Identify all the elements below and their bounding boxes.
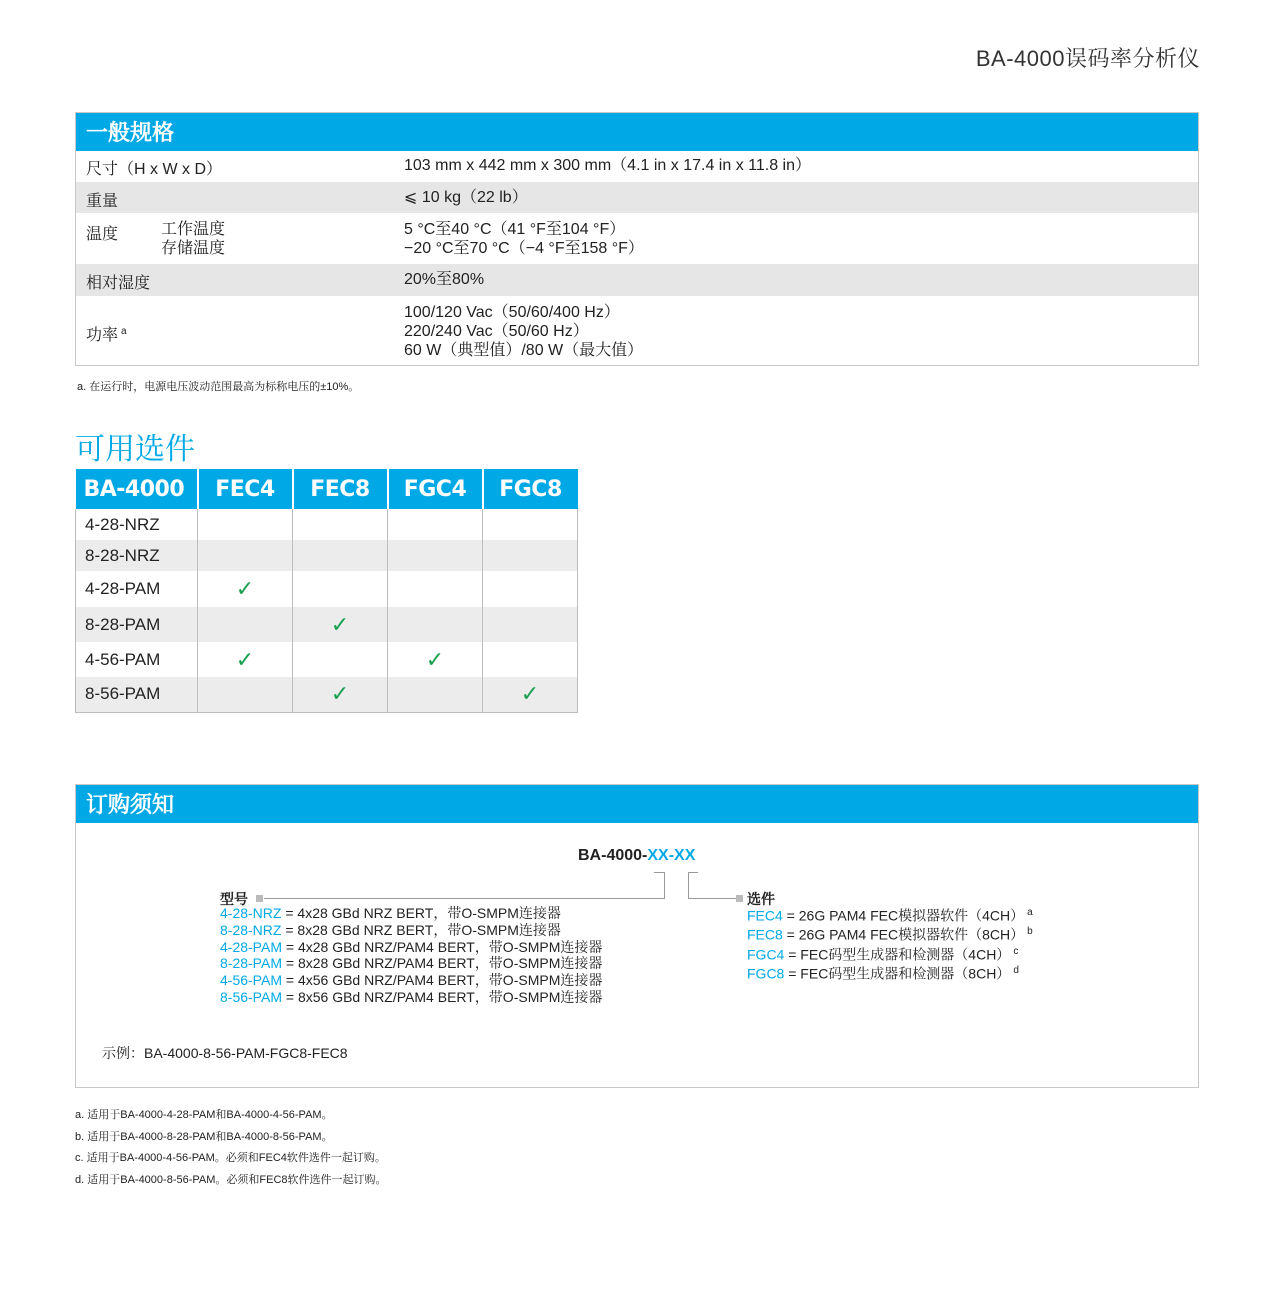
model-code: 8-28-NRZ (220, 921, 282, 938)
options-cell (198, 677, 293, 712)
model-description: = 8x28 GBd NRZ/PAM4 BERT，带O-SMPM连接器 (281, 955, 603, 972)
option-code: FGC8 (747, 966, 785, 983)
spec-row-dimensions (76, 151, 1198, 182)
part-number-template (578, 847, 695, 865)
options-cell (293, 571, 388, 607)
model-description: = 4x56 GBd NRZ/PAM4 BERT，带O-SMPM连接器 (281, 972, 603, 989)
options-header-row (76, 469, 578, 509)
model-list-item (220, 955, 602, 972)
power-values (404, 303, 643, 360)
option-footnote-marker: a (1027, 907, 1033, 918)
humidity-label: 相对湿度 (86, 275, 151, 292)
options-cell (198, 509, 293, 540)
storage-temp-value: −20 °C至70 °C（−4 °F至158 °F） (404, 240, 644, 257)
option-bracket-left (688, 872, 689, 898)
model-code: 4-56-PAM (220, 972, 282, 989)
check-icon: ✓ (330, 681, 350, 707)
options-cell (483, 571, 578, 607)
check-icon: ✓ (520, 681, 540, 707)
options-heading: 可用选件 (75, 433, 195, 466)
option-footnote-marker: c (1013, 945, 1019, 957)
options-cell (293, 540, 388, 571)
options-cell (388, 607, 483, 642)
model-group-label: 型号 (220, 891, 248, 907)
option-footnote-marker: b (1027, 926, 1033, 938)
dimensions-label: 尺寸（H x W x D） (86, 161, 222, 178)
option-description: = 26G PAM4 FEC模拟器软件（4CH） (782, 907, 1025, 924)
options-row-model: 4-56-PAM (76, 642, 198, 677)
option-description: = 26G PAM4 FEC模拟器软件（8CH） (782, 927, 1025, 944)
operating-temp-value: 5 °C至40 °C（41 °F至104 °F） (404, 221, 626, 238)
options-cell (483, 509, 578, 540)
options-col-fec8: FEC8 (293, 469, 388, 509)
option-group-label: 选件 (747, 891, 775, 907)
option-bracket-top (688, 872, 698, 873)
storage-temp-label: 存储温度 (161, 240, 226, 257)
power-footnote-marker: a (121, 325, 127, 337)
dimensions-value: 103 mm x 442 mm x 300 mm（4.1 in x 17.4 in x 11.8 in） (404, 157, 811, 174)
options-row (76, 509, 578, 540)
option-list (747, 905, 1033, 983)
model-bracket-right (664, 872, 665, 898)
temperature-label: 温度 (86, 226, 119, 243)
options-cell (388, 677, 483, 712)
model-code: 8-56-PAM (220, 988, 282, 1005)
option-code: FGC4 (747, 946, 785, 963)
check-icon: ✓ (235, 576, 255, 601)
option-footnote-marker: d (1013, 965, 1019, 977)
options-cell (198, 540, 293, 571)
spec-row-power (76, 296, 1198, 365)
options-row (76, 607, 578, 642)
check-icon: ✓ (425, 646, 445, 672)
options-row-model: 8-28-PAM (76, 607, 198, 642)
options-row (76, 571, 578, 607)
power-value-line1: 100/120 Vac（50/60/400 Hz） (404, 304, 620, 321)
options-cell (293, 642, 388, 677)
options-cell (198, 571, 293, 607)
operating-temp-label: 工作温度 (161, 221, 226, 238)
model-list (220, 905, 602, 1006)
model-description: = 8x56 GBd NRZ/PAM4 BERT，带O-SMPM连接器 (281, 988, 603, 1005)
options-cell (198, 607, 293, 642)
model-connector-marker (256, 895, 263, 902)
options-cell (388, 509, 483, 540)
general-spec-title: 一般规格 (76, 113, 1198, 151)
model-description: = 8x28 GBd NRZ BERT，带O-SMPM连接器 (281, 921, 561, 938)
ordering-footnotes (75, 1105, 387, 1191)
options-cell (483, 642, 578, 677)
options-cell (388, 540, 483, 571)
weight-value: ⩽ 10 kg（22 lb） (404, 189, 528, 206)
humidity-value: 20%至80% (404, 271, 485, 288)
spec-row-weight (76, 182, 1198, 213)
options-row-model: 4-28-PAM (76, 571, 198, 607)
part-number-dash: - (668, 847, 675, 864)
options-cell (388, 571, 483, 607)
options-row (76, 677, 578, 712)
general-spec-table (75, 112, 1199, 366)
power-label: 功率 (86, 327, 119, 344)
options-cell (388, 642, 483, 677)
power-value-line2: 220/240 Vac（50/60 Hz） (404, 323, 589, 340)
option-list-item (747, 905, 1033, 924)
options-row-model: 8-56-PAM (76, 677, 198, 712)
power-label-wrap (86, 322, 127, 345)
model-bracket-top (654, 872, 664, 873)
option-description: = FEC码型生成器和检测器（4CH） (784, 946, 1011, 963)
model-description: = 4x28 GBd NRZ BERT，带O-SMPM连接器 (281, 905, 561, 921)
options-col-fgc8: FGC8 (483, 469, 578, 509)
ordering-footnote: a. 适用于BA-4000-4-28-PAM和BA-4000-4-56-PAM。 (75, 1109, 333, 1121)
options-cell (198, 642, 293, 677)
option-code: FEC4 (747, 907, 783, 924)
check-icon: ✓ (235, 646, 255, 672)
part-number-option-placeholder: XX (674, 847, 696, 864)
model-list-item (220, 989, 602, 1006)
ordering-section (75, 784, 1199, 1088)
options-row-model: 4-28-NRZ (76, 509, 198, 540)
spec-row-humidity (76, 264, 1198, 296)
options-row (76, 540, 578, 571)
check-icon: ✓ (330, 611, 350, 637)
spec-footnote: a. 在运行时，电源电压波动范围最高为标称电压的±10%。 (77, 381, 360, 393)
model-list-item (220, 922, 602, 939)
model-list-item (220, 972, 602, 989)
ordering-title: 订购须知 (76, 785, 1198, 823)
options-row-model: 8-28-NRZ (76, 540, 198, 571)
options-col-model: BA-4000 (76, 469, 198, 509)
options-col-fgc4: FGC4 (388, 469, 483, 509)
model-connector-line (264, 898, 665, 899)
document-title: BA-4000误码率分析仪 (975, 46, 1200, 71)
options-table (75, 469, 578, 713)
option-code: FEC8 (747, 927, 783, 944)
temperature-sublabels (161, 220, 225, 258)
option-description: = FEC码型生成器和检测器（8CH） (784, 966, 1011, 983)
ordering-footnote: d. 适用于BA-4000-8-56-PAM。必须和FEC8软件选件一起订购。 (75, 1173, 387, 1186)
order-example: 示例：BA-4000-8-56-PAM-FGC8-FEC8 (102, 1045, 348, 1061)
options-cell (483, 677, 578, 712)
option-list-item (747, 924, 1033, 943)
option-connector-marker (736, 895, 743, 902)
options-cell (483, 540, 578, 571)
part-number-prefix: BA-4000- (578, 847, 648, 864)
weight-label: 重量 (86, 193, 119, 210)
model-list-item (220, 939, 602, 956)
options-cell (293, 509, 388, 540)
options-cell (483, 607, 578, 642)
options-cell (293, 607, 388, 642)
model-description: = 4x28 GBd NRZ/PAM4 BERT，带O-SMPM连接器 (281, 938, 603, 955)
model-code: 8-28-PAM (220, 955, 282, 972)
model-list-item (220, 905, 602, 922)
ordering-footnote: c. 适用于BA-4000-4-56-PAM。必须和FEC4软件选件一起订购。 (75, 1152, 386, 1164)
option-connector-line (688, 898, 736, 899)
option-list-item (747, 963, 1033, 982)
model-code: 4-28-NRZ (220, 905, 282, 921)
spec-row-temperature (76, 213, 1198, 264)
part-number-model-placeholder: XX (647, 847, 669, 864)
temperature-values (404, 220, 644, 258)
options-row (76, 642, 578, 677)
power-value-line3: 60 W（典型值）/80 W（最大值） (404, 342, 644, 359)
model-code: 4-28-PAM (220, 938, 282, 955)
option-list-item (747, 944, 1033, 963)
ordering-footnote: b. 适用于BA-4000-8-28-PAM和BA-4000-8-56-PAM。 (75, 1130, 333, 1143)
options-col-fec4: FEC4 (198, 469, 293, 509)
options-cell (293, 677, 388, 712)
